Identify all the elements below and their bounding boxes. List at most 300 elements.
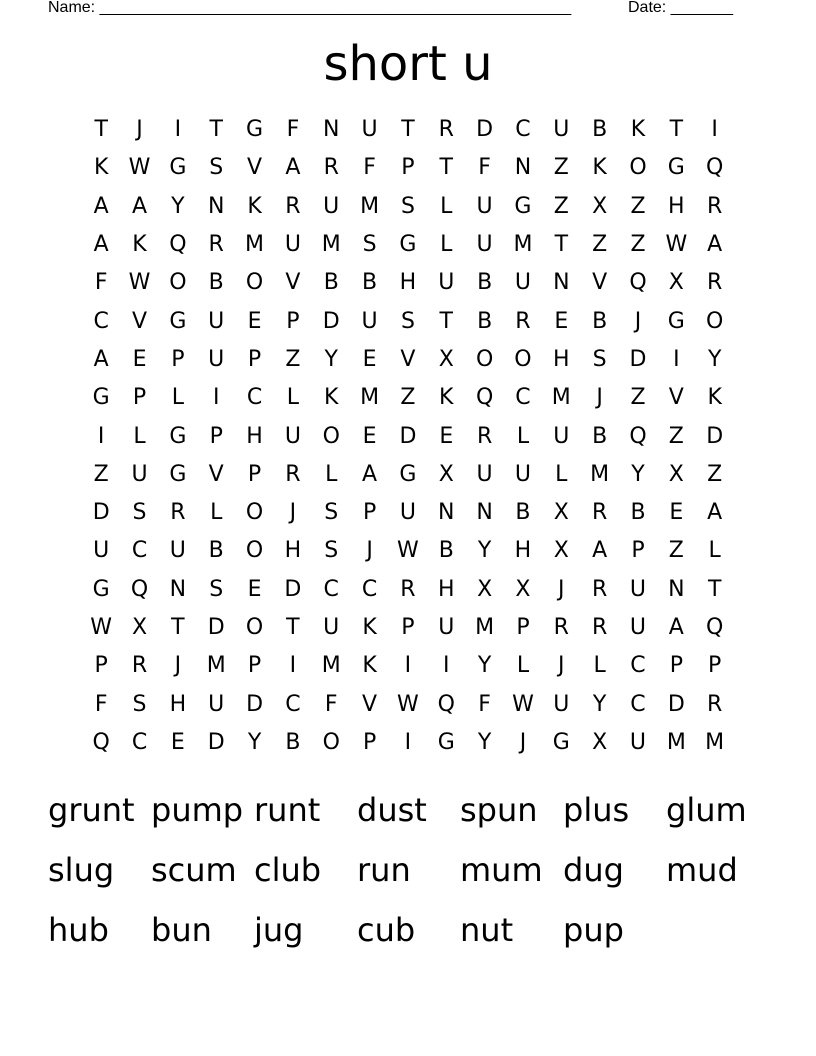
grid-letter: G xyxy=(169,308,187,334)
grid-letter: P xyxy=(286,308,300,334)
grid-letter: N xyxy=(553,270,570,296)
grid-letter: A xyxy=(93,193,109,219)
grid-letter: N xyxy=(514,155,532,181)
grid-letter: Q xyxy=(706,615,724,640)
grid-letter: G xyxy=(399,232,417,258)
grid-letter: P xyxy=(94,653,108,679)
grid-letter: J xyxy=(558,576,565,602)
grid-letter: Q xyxy=(629,270,647,296)
grid-letter: P xyxy=(132,385,147,411)
grid-letter: R xyxy=(707,691,723,717)
grid-letter: M xyxy=(321,653,341,679)
grid-letter: R xyxy=(707,270,723,296)
grid-letter: K xyxy=(362,653,377,679)
grid-letter: T xyxy=(209,117,223,143)
grid-letter: A xyxy=(131,193,148,219)
grid-letter: F xyxy=(324,691,338,717)
grid-letter: B xyxy=(285,729,301,755)
word-bank-word: hub xyxy=(48,911,109,949)
grid-letter: J xyxy=(289,500,297,526)
grid-letter: P xyxy=(516,615,530,640)
grid-letter: K xyxy=(362,615,377,640)
grid-letter: G xyxy=(437,729,455,755)
grid-letter: B xyxy=(592,423,608,449)
grid-letter: F xyxy=(478,691,491,717)
grid-letter: N xyxy=(207,193,225,219)
grid-letter: E xyxy=(669,500,684,526)
grid-letter: O xyxy=(475,346,494,372)
grid-letter: Z xyxy=(707,461,723,487)
grid-letter: R xyxy=(553,615,569,640)
grid-letter: I xyxy=(443,653,450,679)
grid-row xyxy=(82,341,734,379)
grid-letter: Y xyxy=(171,193,185,219)
grid-letter: P xyxy=(708,653,722,679)
grid-letter: D xyxy=(399,423,417,449)
grid-letter: V xyxy=(400,346,416,372)
grid-row xyxy=(82,417,734,455)
grid-letter: V xyxy=(208,461,224,487)
grid-letter: S xyxy=(209,576,224,602)
grid-letter: Z xyxy=(553,193,569,219)
grid-letter: K xyxy=(707,385,722,411)
grid-letter: M xyxy=(513,232,533,258)
grid-letter: E xyxy=(439,423,454,449)
grid-letter: V xyxy=(362,691,378,717)
grid-letter: B xyxy=(323,270,339,296)
grid-letter: A xyxy=(362,461,378,487)
grid-letter: R xyxy=(476,423,493,449)
grid-letter: I xyxy=(212,385,220,411)
grid-letter: I xyxy=(404,653,412,679)
grid-letter: M xyxy=(666,729,686,755)
grid-letter: C xyxy=(630,691,646,717)
grid-letter: B xyxy=(630,500,646,526)
grid-letter: U xyxy=(208,691,225,717)
grid-letter: D xyxy=(207,615,225,640)
grid-letter: R xyxy=(323,155,339,181)
grid-letter: J xyxy=(519,729,527,755)
grid-letter: B xyxy=(515,500,531,526)
grid-letter: S xyxy=(592,346,607,372)
grid-letter: C xyxy=(131,729,148,755)
grid-letter: S xyxy=(132,691,147,717)
grid-letter: F xyxy=(286,117,300,143)
grid-letter: U xyxy=(208,308,225,334)
grid-letter: N xyxy=(323,117,340,143)
grid-letter: U xyxy=(514,461,531,487)
grid-letter: A xyxy=(668,615,684,640)
grid-letter: M xyxy=(705,729,725,755)
grid-letter: M xyxy=(590,461,610,487)
grid-letter: E xyxy=(132,346,147,372)
grid-letter: E xyxy=(362,423,377,449)
grid-letter: M xyxy=(360,193,380,219)
grid-letter: F xyxy=(363,155,376,181)
grid-letter: A xyxy=(285,155,301,181)
grid-letter: L xyxy=(555,461,568,487)
grid-letter: U xyxy=(323,193,340,219)
grid-row xyxy=(82,149,734,187)
grid-letter: J xyxy=(174,653,182,679)
grid-letter: T xyxy=(554,232,569,258)
grid-letter: J xyxy=(366,538,373,564)
grid-letter: U xyxy=(629,729,647,755)
word-bank-word: mum xyxy=(460,851,543,889)
grid-letter: C xyxy=(361,576,378,602)
grid-letter: J xyxy=(634,308,642,334)
grid-letter: X xyxy=(553,538,569,564)
grid-letter: F xyxy=(94,270,108,296)
grid-letter: N xyxy=(169,576,187,602)
grid-letter: E xyxy=(554,308,569,334)
grid-letter: B xyxy=(362,270,378,296)
word-bank-word: nut xyxy=(460,911,514,949)
grid-letter: I xyxy=(404,729,412,755)
grid-letter: U xyxy=(208,346,225,372)
grid-letter: G xyxy=(667,308,685,334)
grid-letter: H xyxy=(437,576,455,602)
grid-letter: O xyxy=(245,615,264,640)
grid-letter: U xyxy=(361,117,378,143)
grid-letter: P xyxy=(669,653,683,679)
grid-letter: G xyxy=(169,461,187,487)
grid-letter: P xyxy=(171,346,185,372)
grid-letter: U xyxy=(131,461,148,487)
grid-letter: D xyxy=(92,500,110,526)
grid-letter: D xyxy=(706,423,724,449)
grid-letter: X xyxy=(668,270,684,296)
grid-letter: Z xyxy=(668,423,684,449)
grid-letter: R xyxy=(707,193,723,219)
grid-letter: K xyxy=(93,155,109,181)
grid-row xyxy=(82,264,734,302)
grid-letter: A xyxy=(93,232,109,258)
grid-letter: S xyxy=(324,500,339,526)
grid-letter: L xyxy=(171,385,184,411)
grid-letter: Z xyxy=(630,385,646,411)
grid-letter: G xyxy=(92,385,110,411)
grid-letter: F xyxy=(478,155,491,181)
grid-letter: M xyxy=(206,653,226,679)
letter-grid xyxy=(82,111,734,762)
grid-row xyxy=(82,111,734,149)
word-bank-word: runt xyxy=(254,791,321,829)
grid-letter: P xyxy=(247,653,262,679)
grid-letter: Z xyxy=(668,538,684,564)
grid-letter: Z xyxy=(630,232,646,258)
grid-letter: R xyxy=(131,653,148,679)
grid-letter: U xyxy=(476,193,493,219)
grid-letter: Y xyxy=(477,653,492,679)
grid-letter: P xyxy=(401,615,415,640)
grid-letter: G xyxy=(246,117,264,143)
grid-letter: I xyxy=(711,117,718,143)
grid-letter: C xyxy=(515,385,531,411)
grid-letter: C xyxy=(131,538,148,564)
grid-letter: R xyxy=(170,500,186,526)
grid-letter: O xyxy=(629,155,647,181)
grid-letter: X xyxy=(515,576,531,602)
grid-letter: U xyxy=(629,615,647,640)
grid-letter: H xyxy=(668,193,685,219)
grid-letter: P xyxy=(631,538,645,564)
grid-letter: X xyxy=(592,729,608,755)
grid-letter: S xyxy=(400,308,415,334)
grid-letter: H xyxy=(553,346,570,372)
grid-letter: D xyxy=(322,308,340,334)
grid-letter: U xyxy=(553,117,570,143)
grid-letter: R xyxy=(208,232,224,258)
grid-letter: U xyxy=(629,576,647,602)
grid-letter: D xyxy=(667,691,685,717)
grid-letter: A xyxy=(592,538,608,564)
grid-letter: G xyxy=(169,155,187,181)
grid-letter: R xyxy=(591,615,608,640)
grid-letter: R xyxy=(591,500,608,526)
grid-letter: S xyxy=(209,155,224,181)
word-bank-word: mud xyxy=(666,851,738,889)
grid-letter: Z xyxy=(630,193,646,219)
word-bank-word: club xyxy=(254,851,322,889)
grid-letter: L xyxy=(440,193,453,219)
grid-letter: B xyxy=(477,270,493,296)
grid-letter: J xyxy=(596,385,603,411)
grid-letter: P xyxy=(247,346,262,372)
grid-letter: C xyxy=(246,385,263,411)
grid-letter: B xyxy=(592,117,608,143)
grid-letter: I xyxy=(97,423,105,449)
grid-letter: Q xyxy=(475,385,494,411)
grid-letter: D xyxy=(207,729,225,755)
grid-row xyxy=(82,609,734,647)
grid-letter: U xyxy=(514,270,531,296)
grid-letter: Y xyxy=(592,691,607,717)
grid-letter: P xyxy=(362,500,377,526)
grid-letter: G xyxy=(399,461,417,487)
grid-letter: M xyxy=(245,232,265,258)
grid-letter: Q xyxy=(706,155,724,181)
grid-letter: M xyxy=(551,385,571,411)
grid-letter: S xyxy=(132,500,147,526)
grid-letter: C xyxy=(630,653,646,679)
grid-letter: U xyxy=(93,538,110,564)
grid-letter: R xyxy=(400,576,416,602)
grid-letter: U xyxy=(476,232,493,258)
grid-letter: W xyxy=(128,155,151,181)
grid-letter: L xyxy=(516,423,530,449)
word-bank-word: spun xyxy=(460,791,538,829)
word-bank-word: run xyxy=(357,851,411,889)
grid-letter: L xyxy=(593,653,606,679)
grid-letter: C xyxy=(285,691,301,717)
grid-letter: V xyxy=(247,155,263,181)
grid-letter: G xyxy=(667,155,685,181)
grid-letter: L xyxy=(133,423,146,449)
header-line xyxy=(0,0,816,20)
grid-letter: T xyxy=(439,308,453,334)
grid-letter: N xyxy=(476,500,493,526)
grid-letter: W xyxy=(397,538,419,564)
grid-letter: L xyxy=(286,385,300,411)
grid-letter: S xyxy=(400,193,415,219)
word-bank-word: pup xyxy=(563,911,624,949)
grid-letter: B xyxy=(208,538,224,564)
grid-letter: L xyxy=(440,232,453,258)
date-field[interactable]: Date: _______ xyxy=(628,0,733,16)
grid-letter: U xyxy=(361,308,378,334)
grid-letter: M xyxy=(475,615,495,640)
word-bank-word: pump xyxy=(151,791,244,829)
grid-letter: P xyxy=(209,423,223,449)
grid-letter: O xyxy=(245,270,264,296)
grid-letter: V xyxy=(592,270,608,296)
grid-letter: U xyxy=(284,232,301,258)
grid-letter: T xyxy=(286,615,300,640)
grid-row xyxy=(82,494,734,532)
word-bank-word: jug xyxy=(254,911,304,949)
grid-letter: Y xyxy=(247,729,262,755)
grid-letter: I xyxy=(673,346,680,372)
grid-letter: Z xyxy=(93,461,109,487)
grid-row xyxy=(82,685,734,723)
grid-letter: Q xyxy=(629,423,647,449)
grid-letter: E xyxy=(247,576,262,602)
grid-letter: M xyxy=(321,232,341,258)
grid-letter: U xyxy=(553,691,570,717)
grid-letter: X xyxy=(438,461,454,487)
grid-letter: O xyxy=(706,308,724,334)
word-bank-word: glum xyxy=(666,791,747,829)
grid-letter: O xyxy=(322,729,340,755)
grid-letter: B xyxy=(438,538,454,564)
grid-letter: W xyxy=(665,232,688,258)
grid-letter: K xyxy=(324,385,339,411)
grid-letter: I xyxy=(174,117,182,143)
grid-letter: K xyxy=(132,232,147,258)
grid-letter: O xyxy=(514,346,532,372)
grid-letter: K xyxy=(247,193,262,219)
grid-letter: C xyxy=(93,308,109,334)
grid-letter: P xyxy=(247,461,262,487)
grid-letter: Y xyxy=(477,538,492,564)
word-bank-word: grunt xyxy=(48,791,135,829)
grid-letter: W xyxy=(128,270,151,296)
grid-letter: Z xyxy=(285,346,301,372)
grid-letter: U xyxy=(399,500,416,526)
grid-letter: R xyxy=(285,193,301,219)
grid-letter: X xyxy=(131,615,148,640)
grid-letter: W xyxy=(397,691,419,717)
grid-letter: G xyxy=(552,729,570,755)
word-bank-row xyxy=(48,780,788,840)
grid-letter: O xyxy=(245,500,264,526)
grid-letter: E xyxy=(247,308,262,334)
grid-letter: X xyxy=(438,346,454,372)
grid-letter: Q xyxy=(437,691,455,717)
grid-letter: B xyxy=(592,308,608,334)
grid-letter: R xyxy=(591,576,608,602)
grid-letter: O xyxy=(169,270,187,296)
grid-letter: V xyxy=(285,270,301,296)
word-bank-row xyxy=(48,840,788,900)
grid-row xyxy=(82,571,734,609)
grid-letter: D xyxy=(284,576,302,602)
word-bank-word: slug xyxy=(48,851,115,889)
word-bank-word: dust xyxy=(357,791,427,829)
grid-letter: L xyxy=(708,538,721,564)
grid-letter: F xyxy=(94,691,108,717)
grid-letter: E xyxy=(362,346,377,372)
grid-letter: G xyxy=(92,576,110,602)
grid-row xyxy=(82,724,734,762)
grid-letter: S xyxy=(362,232,377,258)
grid-letter: A xyxy=(93,346,109,372)
grid-letter: A xyxy=(707,500,723,526)
grid-row xyxy=(82,188,734,226)
grid-letter: T xyxy=(669,117,684,143)
grid-letter: C xyxy=(323,576,339,602)
grid-letter: L xyxy=(325,461,338,487)
grid-letter: V xyxy=(131,308,148,334)
grid-letter: O xyxy=(322,423,340,449)
grid-letter: U xyxy=(438,270,455,296)
grid-letter: Y xyxy=(631,461,645,487)
grid-letter: L xyxy=(516,653,530,679)
grid-letter: T xyxy=(94,117,108,143)
grid-letter: Q xyxy=(169,232,187,258)
grid-letter: Z xyxy=(400,385,416,411)
grid-letter: U xyxy=(284,423,301,449)
grid-letter: R xyxy=(438,117,454,143)
grid-letter: U xyxy=(323,615,340,640)
grid-letter: T xyxy=(439,155,453,181)
grid-letter: A xyxy=(707,232,723,258)
grid-letter: P xyxy=(362,729,377,755)
grid-letter: M xyxy=(360,385,380,411)
grid-letter: W xyxy=(512,691,534,717)
grid-letter: H xyxy=(399,270,417,296)
grid-letter: H xyxy=(246,423,263,449)
grid-letter: J xyxy=(136,117,143,143)
grid-letter: X xyxy=(668,461,684,487)
grid-row xyxy=(82,456,734,494)
grid-letter: Q xyxy=(92,729,110,755)
grid-letter: R xyxy=(285,461,301,487)
grid-letter: H xyxy=(169,691,187,717)
grid-letter: C xyxy=(515,117,531,143)
grid-letter: D xyxy=(629,346,647,372)
grid-letter: X xyxy=(553,500,569,526)
grid-letter: T xyxy=(171,615,185,640)
grid-letter: T xyxy=(401,117,415,143)
grid-letter: Z xyxy=(553,155,569,181)
grid-letter: S xyxy=(324,538,339,564)
grid-letter: R xyxy=(515,308,531,334)
grid-letter: L xyxy=(210,500,223,526)
grid-letter: U xyxy=(438,615,455,640)
name-field[interactable]: Name: _____________________________________________________ xyxy=(48,0,572,16)
grid-row xyxy=(82,379,734,417)
grid-letter: X xyxy=(477,576,493,602)
grid-letter: X xyxy=(592,193,608,219)
word-bank-word: dug xyxy=(563,851,624,889)
grid-letter: Z xyxy=(592,232,608,258)
word-bank-word: scum xyxy=(151,851,237,889)
grid-letter: Q xyxy=(130,576,149,602)
word-bank-word: bun xyxy=(151,911,212,949)
grid-letter: V xyxy=(668,385,684,411)
